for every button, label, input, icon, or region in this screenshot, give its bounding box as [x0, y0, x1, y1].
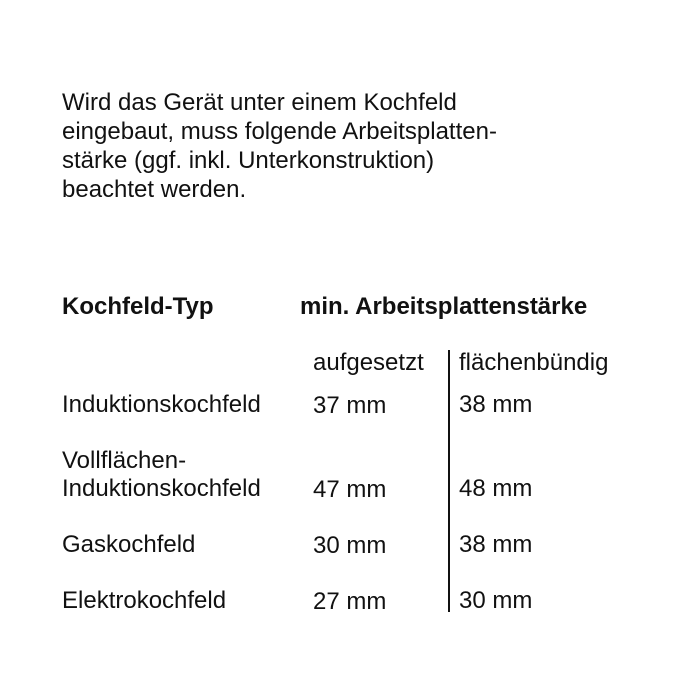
row-flush-value: 30 mm: [459, 587, 533, 614]
intro-paragraph: [62, 88, 662, 204]
row-flush-value: 38 mm: [459, 391, 533, 418]
subheader-flush-mounted: flächenbündig: [459, 349, 609, 376]
intro-line: Wird das Gerät unter einem Kochfeld: [62, 89, 457, 116]
row-flush-value: 48 mm: [459, 475, 533, 502]
subheader-surface-mounted: aufgesetzt: [313, 349, 424, 376]
header-min-thickness: min. Arbeitsplattenstärke: [300, 293, 588, 320]
row-hob-type: Elektrokochfeld: [62, 587, 227, 614]
row-surface-value: 47 mm: [313, 476, 387, 503]
intro-line: stärke (ggf. inkl. Unterkonstruktion): [62, 147, 435, 174]
row-surface-value: 30 mm: [313, 532, 387, 559]
row-surface-value: 27 mm: [313, 588, 387, 615]
row-surface-value: 37 mm: [313, 392, 387, 419]
intro-line: beachtet werden.: [62, 176, 247, 203]
row-flush-value: 38 mm: [459, 531, 533, 558]
row-hob-type: Gaskochfeld: [62, 531, 196, 558]
column-divider: [448, 350, 450, 612]
intro-line: eingebaut, muss folgende Arbeitsplatten-: [62, 118, 497, 145]
row-hob-type: Induktionskochfeld: [62, 391, 261, 418]
header-hob-type: Kochfeld-Typ: [62, 293, 214, 320]
row-hob-type: Induktionskochfeld: [62, 475, 261, 502]
row-hob-type: Vollflächen-: [62, 447, 187, 474]
